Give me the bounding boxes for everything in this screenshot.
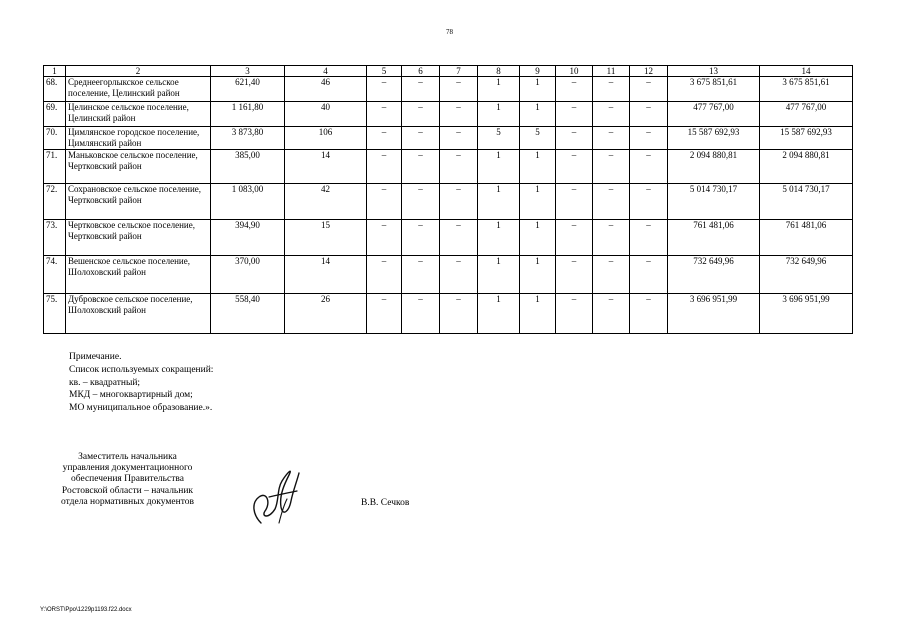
table-cell: –	[440, 294, 478, 334]
table-cell: –	[630, 294, 668, 334]
row-number-cell: 72.	[44, 184, 66, 220]
row-number-cell: 73.	[44, 220, 66, 256]
table-cell: 15 587 692,93	[760, 127, 853, 150]
table-cell: 42	[285, 184, 367, 220]
municipality-name-cell: Вешенское сельское поселение, Шолоховский район	[66, 256, 211, 294]
table-cell: –	[367, 77, 402, 102]
table-cell: –	[440, 184, 478, 220]
table-cell: –	[593, 77, 630, 102]
table-cell: –	[402, 220, 440, 256]
table-cell: –	[367, 184, 402, 220]
table-cell: 732 649,96	[760, 256, 853, 294]
table-cell: 1	[478, 77, 520, 102]
file-path: Y:\ORST\Ppo\1229p1193.f22.docx	[40, 607, 132, 613]
table-cell: –	[367, 294, 402, 334]
table-cell: –	[367, 220, 402, 256]
table-cell: –	[440, 77, 478, 102]
table-cell: –	[440, 256, 478, 294]
position-line: Ростовской области – начальник	[61, 485, 194, 496]
table-cell: –	[402, 150, 440, 184]
table-row	[44, 184, 853, 220]
municipality-name-cell: Дубровское сельское поселение, Шолоховский район	[66, 294, 211, 334]
table-header-cell: 8	[478, 66, 520, 77]
table-cell: –	[367, 102, 402, 127]
table-header-cell: 13	[668, 66, 760, 77]
table-cell: 761 481,06	[760, 220, 853, 256]
table-cell: –	[630, 220, 668, 256]
table-header-cell: 5	[367, 66, 402, 77]
position-line: обеспечения Правительства	[71, 474, 184, 485]
table-cell: 26	[285, 294, 367, 334]
table-cell: 14	[285, 256, 367, 294]
table-header-row	[44, 66, 853, 77]
table-row	[44, 102, 853, 127]
table-row	[44, 294, 853, 334]
table-header-cell: 10	[556, 66, 593, 77]
table-header-cell: 3	[211, 66, 285, 77]
table-cell: –	[556, 127, 593, 150]
municipality-name-cell: Цимлянское городское поселение, Цимлянский район	[66, 127, 211, 150]
table-header-cell: 9	[520, 66, 556, 77]
table-cell: 3 696 951,99	[668, 294, 760, 334]
table-cell: 761 481,06	[668, 220, 760, 256]
table-cell: 106	[285, 127, 367, 150]
table-cell: –	[402, 127, 440, 150]
table-cell: 3 675 851,61	[668, 77, 760, 102]
table-cell: –	[402, 294, 440, 334]
table-header-cell: 7	[440, 66, 478, 77]
row-number-cell: 70.	[44, 127, 66, 150]
table-cell: 1	[478, 256, 520, 294]
table-header-cell: 12	[630, 66, 668, 77]
table-header-cell: 1	[44, 66, 66, 77]
table-cell: 5 014 730,17	[760, 184, 853, 220]
table-header-cell: 4	[285, 66, 367, 77]
table-cell: 5	[520, 127, 556, 150]
table-cell: –	[556, 184, 593, 220]
table-cell: –	[556, 256, 593, 294]
note-title: Примечание.	[69, 352, 122, 362]
table-cell: 1	[520, 150, 556, 184]
municipality-name-cell: Маньковское сельское поселение, Чертковский район	[66, 150, 211, 184]
table-cell: –	[556, 294, 593, 334]
row-number-cell: 71.	[44, 150, 66, 184]
table-cell: –	[630, 102, 668, 127]
table-row	[44, 127, 853, 150]
table-cell: –	[630, 184, 668, 220]
table-cell: 394,90	[211, 220, 285, 256]
table-cell: –	[630, 256, 668, 294]
row-number-cell: 75.	[44, 294, 66, 334]
data-table	[43, 65, 853, 334]
position-line: Заместитель начальника	[78, 452, 177, 462]
table-cell: 15 587 692,93	[668, 127, 760, 150]
table-header-cell: 14	[760, 66, 853, 77]
table-cell: 40	[285, 102, 367, 127]
table-cell: –	[556, 102, 593, 127]
table-header-cell: 11	[593, 66, 630, 77]
table-cell: –	[556, 220, 593, 256]
table-cell: –	[630, 77, 668, 102]
table-cell: 1 083,00	[211, 184, 285, 220]
table-cell: 1	[478, 294, 520, 334]
table-cell: 477 767,00	[760, 102, 853, 127]
table-cell: –	[556, 150, 593, 184]
table-cell: 1	[520, 256, 556, 294]
table-cell: –	[402, 184, 440, 220]
note-line: МКД – многоквартирный дом;	[69, 390, 193, 401]
table-cell: –	[440, 150, 478, 184]
table-cell: –	[593, 102, 630, 127]
table-cell: –	[593, 294, 630, 334]
page-number: 78	[446, 28, 453, 36]
table-cell: 370,00	[211, 256, 285, 294]
handwritten-signature	[249, 463, 301, 525]
table-cell: 1	[520, 220, 556, 256]
table-cell: –	[593, 220, 630, 256]
table-cell: 1	[520, 294, 556, 334]
table-header-cell: 6	[402, 66, 440, 77]
signer-name: В.В. Сечков	[361, 498, 410, 508]
table-cell: 1	[520, 77, 556, 102]
table-cell: 3 873,80	[211, 127, 285, 150]
table-cell: 14	[285, 150, 367, 184]
table-cell: 3 696 951,99	[760, 294, 853, 334]
table-cell: –	[593, 256, 630, 294]
table-cell: 2 094 880,81	[668, 150, 760, 184]
table-cell: 5	[478, 127, 520, 150]
table-cell: 1	[520, 102, 556, 127]
table-cell: –	[593, 127, 630, 150]
table-cell: 477 767,00	[668, 102, 760, 127]
position-line: управления документационного	[62, 463, 193, 474]
table-cell: 1	[520, 184, 556, 220]
table-cell: –	[440, 220, 478, 256]
note	[69, 351, 213, 415]
table-cell: –	[440, 102, 478, 127]
table-row	[44, 256, 853, 294]
municipality-name-cell: Среднеегорлыкское сельское поселение, Целинский район	[66, 77, 211, 102]
table-cell: 46	[285, 77, 367, 102]
row-number-cell: 69.	[44, 102, 66, 127]
table-cell: 621,40	[211, 77, 285, 102]
table-cell: –	[556, 77, 593, 102]
table-cell: 5 014 730,17	[668, 184, 760, 220]
table-cell: 1	[478, 184, 520, 220]
note-line: МО муниципальное образование.».	[69, 403, 213, 414]
note-line: Список используемых сокращений:	[69, 364, 214, 375]
table-cell: 1	[478, 150, 520, 184]
table-cell: –	[630, 150, 668, 184]
table-cell: 15	[285, 220, 367, 256]
table-cell: 558,40	[211, 294, 285, 334]
table-cell: –	[367, 150, 402, 184]
table-cell: 1 161,80	[211, 102, 285, 127]
table-cell: –	[440, 127, 478, 150]
table-cell: –	[593, 150, 630, 184]
table-cell: 1	[478, 102, 520, 127]
municipality-name-cell: Сохрановское сельское поселение, Чертковский район	[66, 184, 211, 220]
note-line: кв. – квадратный;	[69, 377, 141, 388]
table-cell: –	[402, 102, 440, 127]
table-row	[44, 77, 853, 102]
row-number-cell: 68.	[44, 77, 66, 102]
table-cell: 732 649,96	[668, 256, 760, 294]
table-row	[44, 220, 853, 256]
position-line: отдела нормативных документов	[61, 496, 194, 507]
table-cell: 2 094 880,81	[760, 150, 853, 184]
table-cell: –	[367, 256, 402, 294]
table-cell: –	[402, 77, 440, 102]
table-cell: 3 675 851,61	[760, 77, 853, 102]
municipality-name-cell: Чертковское сельское поселение, Чертковский район	[66, 220, 211, 256]
municipality-name-cell: Целинское сельское поселение, Целинский район	[66, 102, 211, 127]
signatory-position	[45, 452, 210, 508]
table-cell: 385,00	[211, 150, 285, 184]
table-cell: –	[593, 184, 630, 220]
table-cell: –	[402, 256, 440, 294]
table-cell: –	[367, 127, 402, 150]
table-cell: –	[630, 127, 668, 150]
row-number-cell: 74.	[44, 256, 66, 294]
table-cell: 1	[478, 220, 520, 256]
table-header-cell: 2	[66, 66, 211, 77]
table-row	[44, 150, 853, 184]
